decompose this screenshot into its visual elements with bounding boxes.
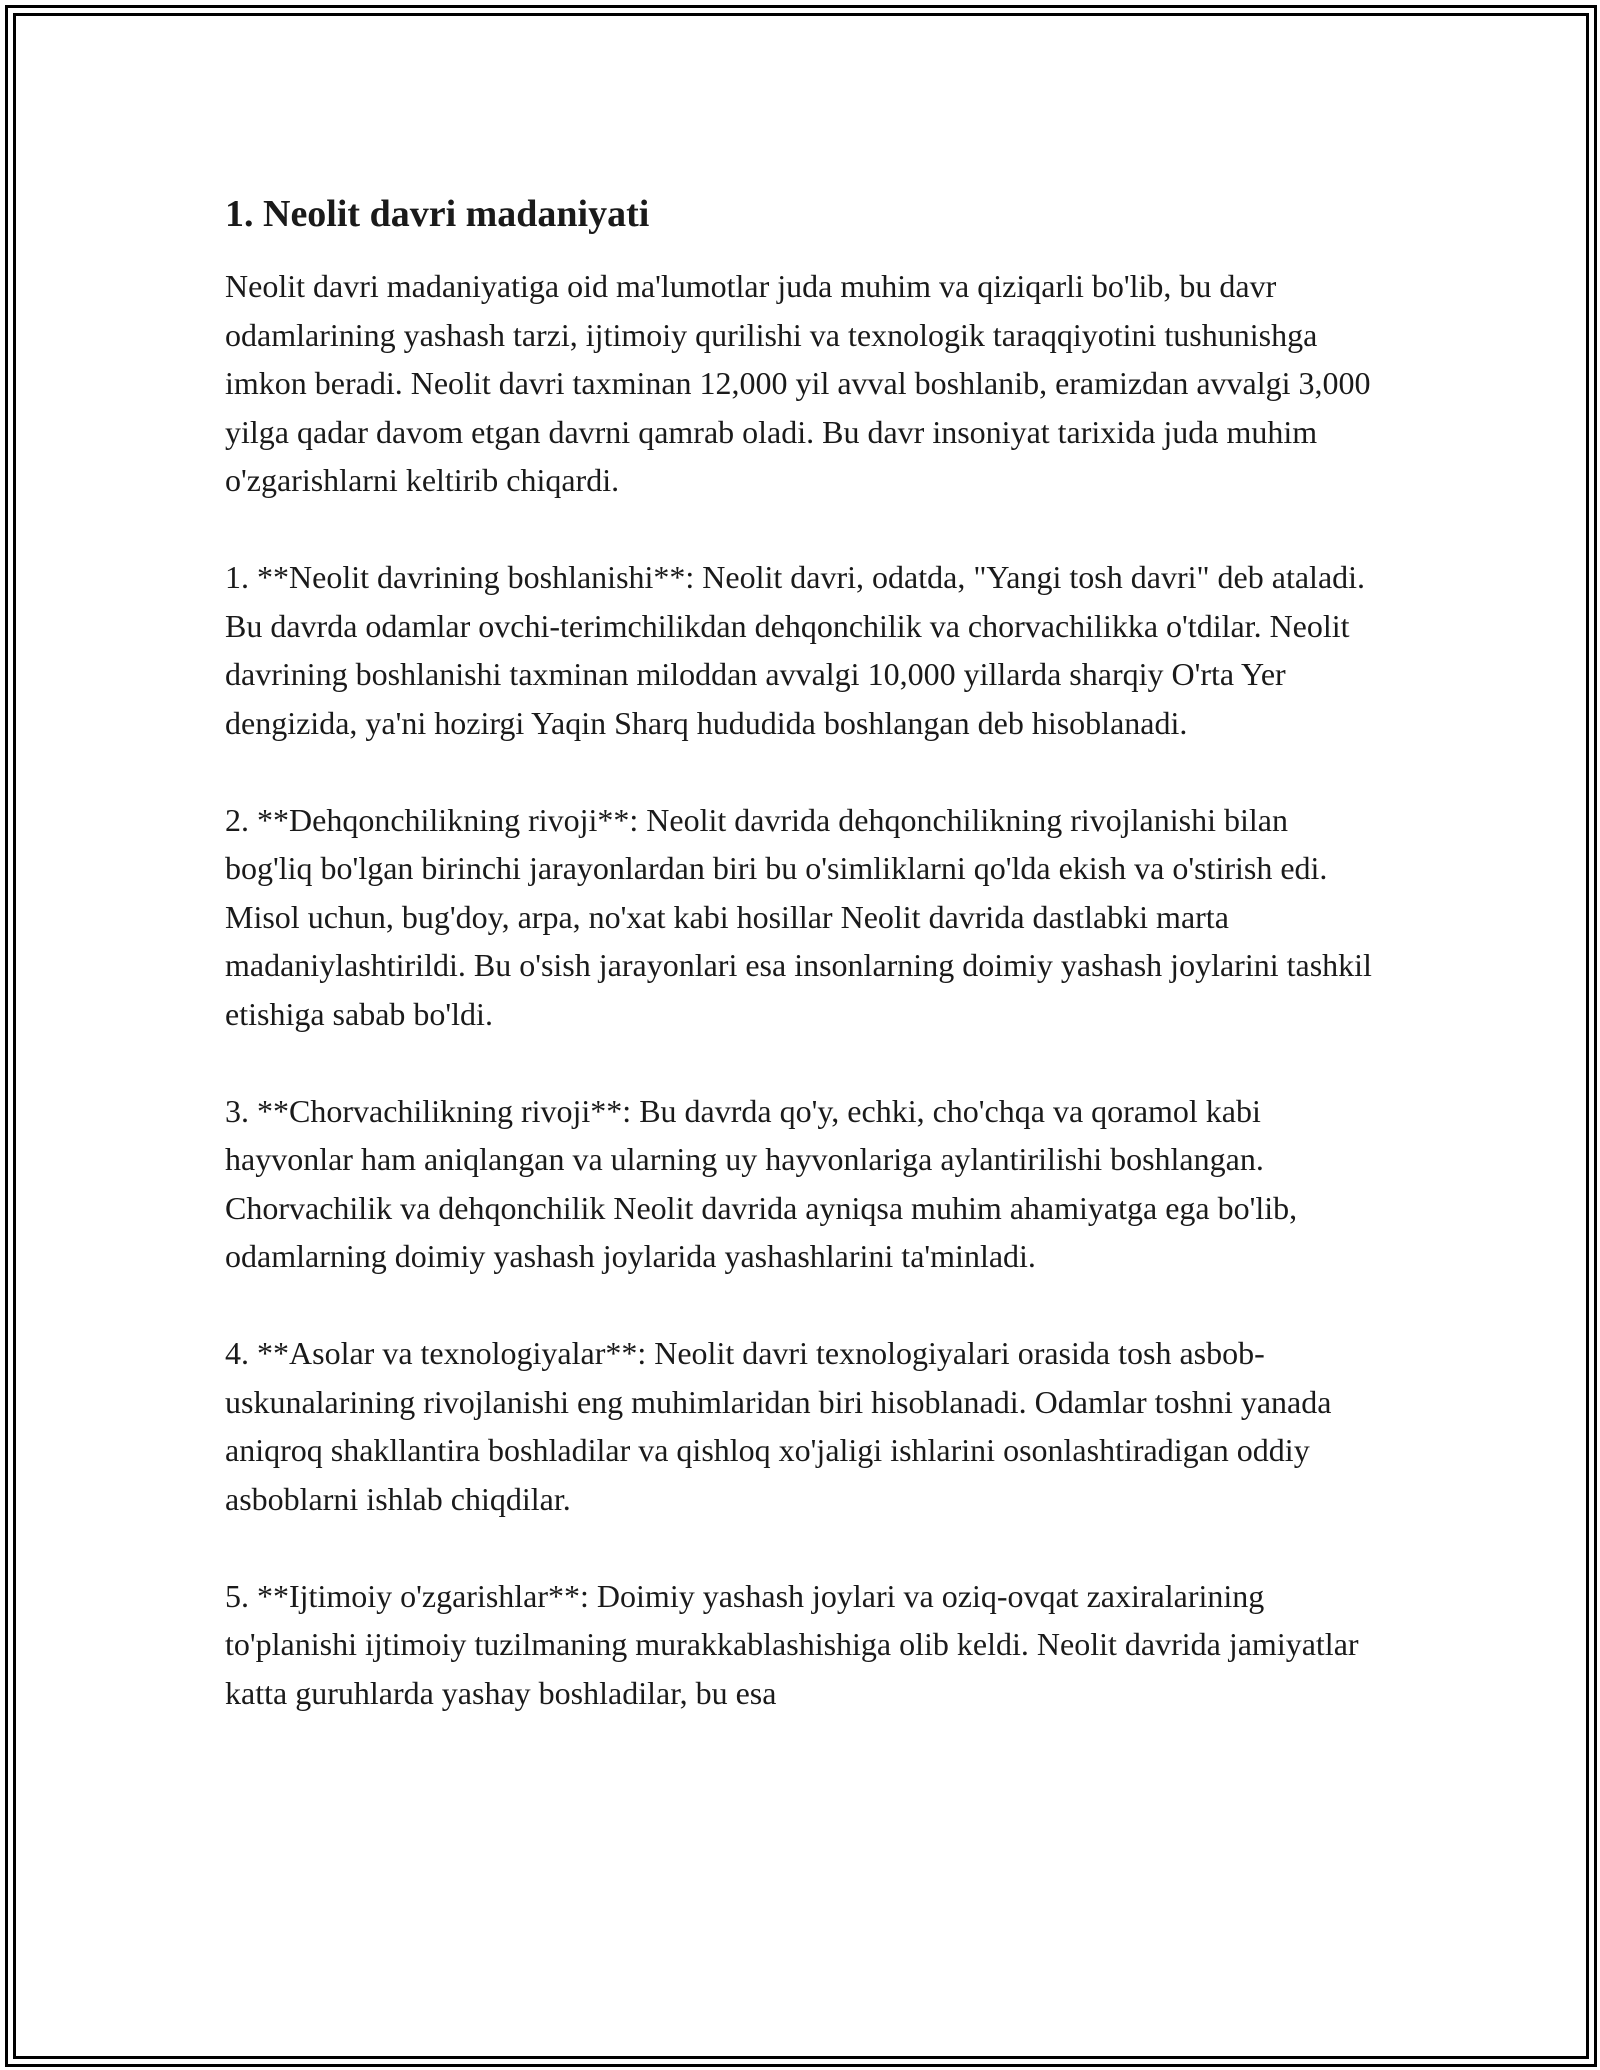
- paragraph-item-1: 1. **Neolit davrining boshlanishi**: Neolit davri, odatda, "Yangi tosh davri" deb ataladi. Bu davrda odamlar ovchi-terimchilikdan dehqonchilik va chorvachilikka o'tdilar. Neolit davrining boshlanishi taxminan miloddan avvalgi 10,000 yillarda sharqiy O'rta Yer dengizida, ya'ni hozirgi Yaqin Sharq hududida boshlangan deb hisoblanadi.: [225, 559, 1366, 741]
- paragraph-item-5: 5. **Ijtimoiy o'zgarishlar**: Doimiy yashash joylari va oziq-ovqat zaxiralarining to'planishi ijtimoiy tuzilmaning murakkablashishiga olib keldi. Neolit davrida jamiyatlar katta guruhlarda yashay boshladilar, bu esa: [225, 1577, 1359, 1711]
- paragraph-item-3: 3. **Chorvachilikning rivoji**: Bu davrda qo'y, echki, cho'chqa va qoramol kabi hayvonlar ham aniqlangan va ularning uy hayvonlariga aylantirilishi boshlangan. Chorvachilik va dehqonchilik Neolit davrida ayniqsa muhim ahamiyatga ega bo'lib, odamlarning doimiy yashash joylarida yashashlarini ta'minladi.: [225, 1092, 1298, 1274]
- paragraph-item-2: 2. **Dehqonchilikning rivoji**: Neolit davrida dehqonchilikning rivojlanishi bilan bog'liq bo'lgan birinchi jarayonlardan biri bu o'simliklarni qo'lda ekish va o'stirish edi. Misol uchun, bug'doy, arpa, no'xat kabi hosillar Neolit davrida dastlabki marta madaniylashtirildi. Bu o'sish jarayonlari esa insonlarning doimiy yashash joylarini tashkil etishiga sabab bo'ldi.: [225, 801, 1372, 1032]
- document-body: [225, 190, 1375, 1766]
- document-title: 1. Neolit davri madaniyati: [225, 193, 650, 235]
- paragraph-intro: Neolit davri madaniyatiga oid ma'lumotlar juda muhim va qiziqarli bo'lib, bu davr odamlarining yashash tarzi, ijtimoiy qurilishi va texnologik taraqqiyotini tushunishga imkon beradi. Neolit davri taxminan 12,000 yil avval boshlanib, eramizdan avvalgi 3,000 yilga qadar davom etgan davrni qamrab oladi. Bu davr insoniyat tarixida juda muhim o'zgarishlarni keltirib chiqardi.: [225, 268, 1371, 498]
- paragraph-item-4: 4. **Asolar va texnologiyalar**: Neolit davri texnologiyalari orasida tosh asbob-uskunalarining rivojlanishi eng muhimlaridan biri hisoblanadi. Odamlar toshni yanada aniqroq shakllantira boshladilar va qishloq xo'jaligi ishlarini osonlashtiradigan oddiy asboblarni ishlab chiqdilar.: [225, 1335, 1332, 1517]
